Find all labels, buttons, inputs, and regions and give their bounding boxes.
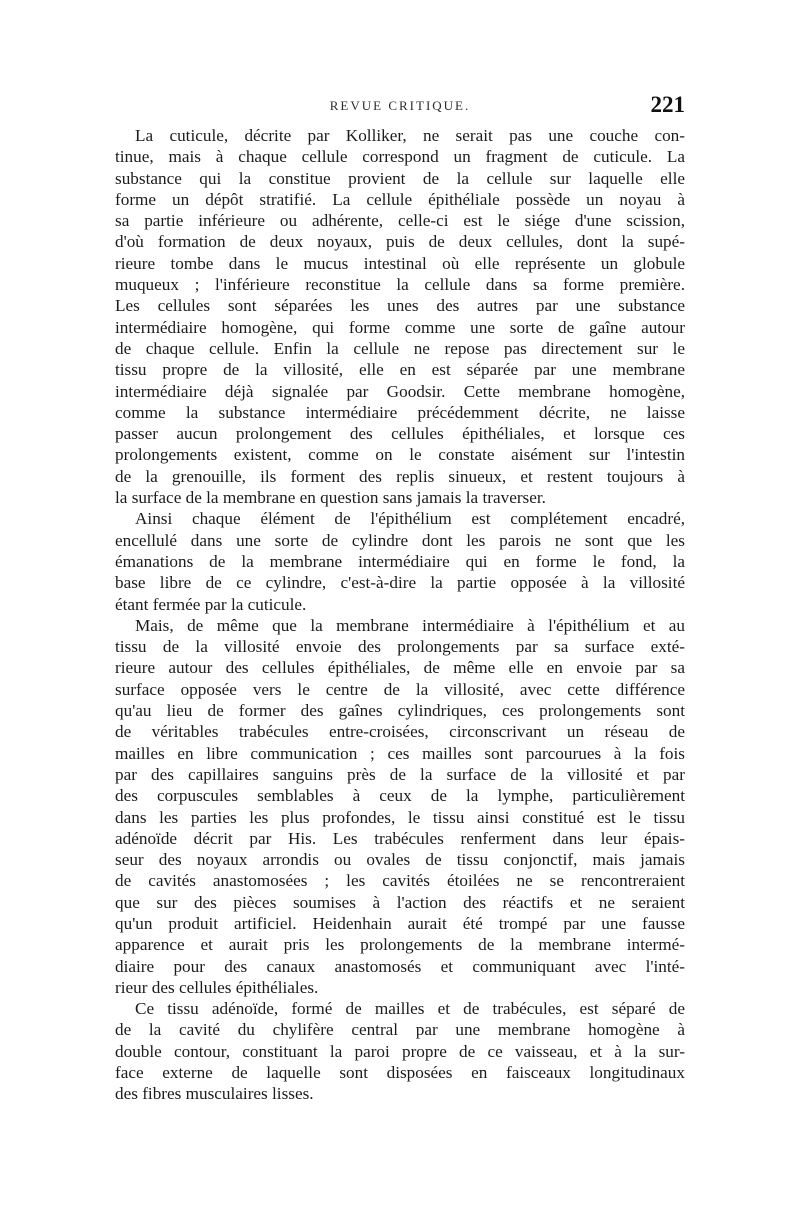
- text-line: rieur des cellules épithéliales.: [115, 977, 319, 997]
- text-line: passer aucun prolongement des cellules épithéliales, et lorsque ces: [115, 424, 685, 444]
- text-line: de la cavité du chylifère central par une membrane homogène à: [115, 1020, 685, 1040]
- text-line: mailles en libre communication ; ces mailles sont parcourues à la fois: [115, 743, 685, 763]
- text-line: seur des noyaux arrondis ou ovales de tissu conjonctif, mais jamais: [115, 850, 685, 870]
- text-line: de chaque cellule. Enfin la cellule ne repose pas directement sur le: [115, 338, 685, 358]
- text-line: substance qui la constitue provient de la cellule sur laquelle elle: [115, 168, 685, 188]
- text-line: des fibres musculaires lisses.: [115, 1084, 314, 1104]
- running-head: REVUE CRITIQUE.: [329, 98, 471, 113]
- text-line: Les cellules sont séparées les unes des autres par une substance: [115, 296, 685, 316]
- body-text: [115, 125, 685, 1105]
- text-line: de véritables trabécules entre-croisées, circonscrivant un réseau de: [115, 722, 685, 742]
- text-line: des corpuscules semblables à ceux de la lymphe, particulièrement: [115, 786, 685, 806]
- text-line: tissu de la villosité envoie des prolongements par sa surface exté-: [115, 637, 685, 657]
- text-line: adénoïde décrit par His. Les trabécules renferment dans leur épais-: [115, 828, 685, 848]
- text-line: que sur des pièces soumises à l'action des réactifs et ne seraient: [115, 892, 685, 912]
- text-line: sa partie inférieure ou adhérente, celle-ci est le siége d'une scission,: [115, 211, 685, 231]
- text-line: diaire pour des canaux anastomosés et communiquant avec l'inté-: [115, 956, 685, 976]
- text-line: étant fermée par la cuticule.: [115, 594, 307, 614]
- page-number: 221: [650, 92, 685, 117]
- text-line: de cavités anastomosées ; les cavités étoilées ne se rencontreraient: [115, 871, 685, 891]
- text-line: rieure autour des cellules épithéliales, de même elle en envoie par sa: [115, 658, 685, 678]
- text-line: La cuticule, décrite par Kolliker, ne serait pas une couche con-: [135, 126, 685, 145]
- text-line: apparence et aurait pris les prolongements de la membrane intermé-: [115, 935, 685, 955]
- text-line: émanations de la membrane intermédiaire qui en forme le fond, la: [115, 551, 685, 571]
- text-line: la surface de la membrane en question sans jamais la traverser.: [115, 488, 546, 508]
- text-line: qu'un produit artificiel. Heidenhain aurait été trompé par une fausse: [115, 913, 685, 933]
- text-line: comme la substance intermédiaire précédemment décrite, ne laisse: [115, 402, 685, 422]
- text-line: dans les parties les plus profondes, le tissu ainsi constitué est le tissu: [115, 807, 685, 827]
- text-line: intermédiaire déjà signalée par Goodsir. Cette membrane homogène,: [115, 381, 685, 401]
- text-line: tissu propre de la villosité, elle en est séparée par une membrane: [115, 360, 685, 380]
- text-line: rieure tombe dans le mucus intestinal où elle représente un globule: [115, 253, 685, 273]
- text-line: Ce tissu adénoïde, formé de mailles et de trabécules, est séparé de: [135, 999, 685, 1019]
- text-line: d'où formation de deux noyaux, puis de deux cellules, dont la supé-: [115, 232, 685, 252]
- text-line: par des capillaires sanguins près de la surface de la villosité et par: [115, 764, 685, 784]
- text-line: forme un dépôt stratifié. La cellule épithéliale possède un noyau à: [115, 189, 685, 209]
- text-line: qu'au lieu de former des gaînes cylindriques, ces prolongements sont: [115, 701, 685, 721]
- text-line: Ainsi chaque élément de l'épithélium est complétement encadré,: [135, 509, 685, 529]
- text-line: muqueux ; l'inférieure reconstitue la cellule dans sa forme première.: [115, 275, 685, 295]
- text-line: surface opposée vers le centre de la villosité, avec cette différence: [115, 679, 685, 699]
- text-line: encellulé dans une sorte de cylindre dont les parois ne sont que les: [115, 530, 685, 550]
- text-line: base libre de ce cylindre, c'est-à-dire la partie opposée à la villosité: [115, 573, 685, 593]
- text-line: double contour, constituant la paroi propre de ce vaisseau, et à la sur-: [115, 1041, 685, 1061]
- text-line: prolongements existent, comme on le constate aisément sur l'intestin: [115, 445, 685, 465]
- text-line: tinue, mais à chaque cellule correspond un fragment de cuticule. La: [115, 147, 685, 167]
- text-line: face externe de laquelle sont disposées en faisceaux longitudinaux: [115, 1063, 685, 1083]
- text-line: de la grenouille, ils forment des replis sinueux, et restent toujours à: [115, 466, 685, 486]
- text-line: intermédiaire homogène, qui forme comme une sorte de gaîne autour: [115, 317, 685, 337]
- text-line: Mais, de même que la membrane intermédiaire à l'épithélium et au: [135, 615, 685, 635]
- page-header: [115, 92, 685, 122]
